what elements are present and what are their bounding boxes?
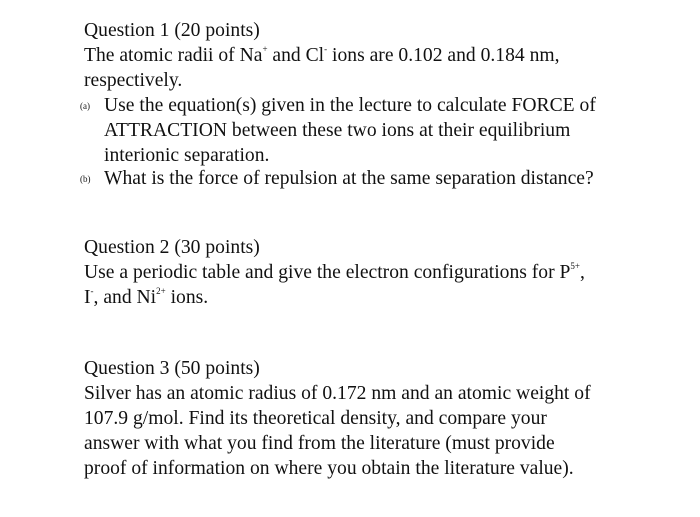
question-1-intro-line-2: respectively. [84,70,183,91]
question-2-line-2 [84,286,208,310]
question-1b-line-1 [80,167,594,191]
question-1-intro-line [84,44,560,68]
question-3-line-2: 107.9 g/mol. Find its theoretical density, and compare your [84,408,547,429]
q1-intro-text-2: and Cl [267,45,325,66]
part-a-text-1: Use the equation(s) given in the lecture to calculate FORCE of [104,95,596,116]
question-1a-line-3: interionic separation. [104,145,270,166]
question-1a-line-1 [80,94,596,118]
part-b-text-1: What is the force of repulsion at the same separation distance? [104,168,594,189]
q1-intro-text-3: ions are 0.102 and 0.184 nm, [327,45,560,66]
p-charge: 5+ [570,261,580,271]
ni-charge: 2+ [156,286,166,296]
q2-text-1: Use a periodic table and give the electron configurations for P [84,262,571,283]
question-3-heading: Question 3 (50 points) [84,358,260,379]
q2-ni-text: , and Ni [93,287,157,308]
cl-charge: - [324,44,328,54]
question-2-line-1 [84,261,585,285]
part-b-marker: (b) [80,174,91,184]
na-charge: + [262,44,268,54]
q1-intro-text-1: The atomic radii of Na [84,45,263,66]
i-charge: - [90,286,94,296]
question-3-line-4: proof of information on where you obtain the literature value). [84,458,574,479]
question-3-line-3: answer with what you find from the literature (must provide [84,433,555,454]
q2-i-text: I [84,287,91,308]
part-a-marker: (a) [80,101,90,111]
question-1a-line-2: ATTRACTION between these two ions at their equilibrium [104,120,571,141]
question-3-line-1: Silver has an atomic radius of 0.172 nm and an atomic weight of [84,383,591,404]
q2-text-2: , [580,262,585,283]
q2-ions-text: ions. [165,287,209,308]
question-2-heading: Question 2 (30 points) [84,237,260,258]
question-1-heading: Question 1 (20 points) [84,20,260,41]
